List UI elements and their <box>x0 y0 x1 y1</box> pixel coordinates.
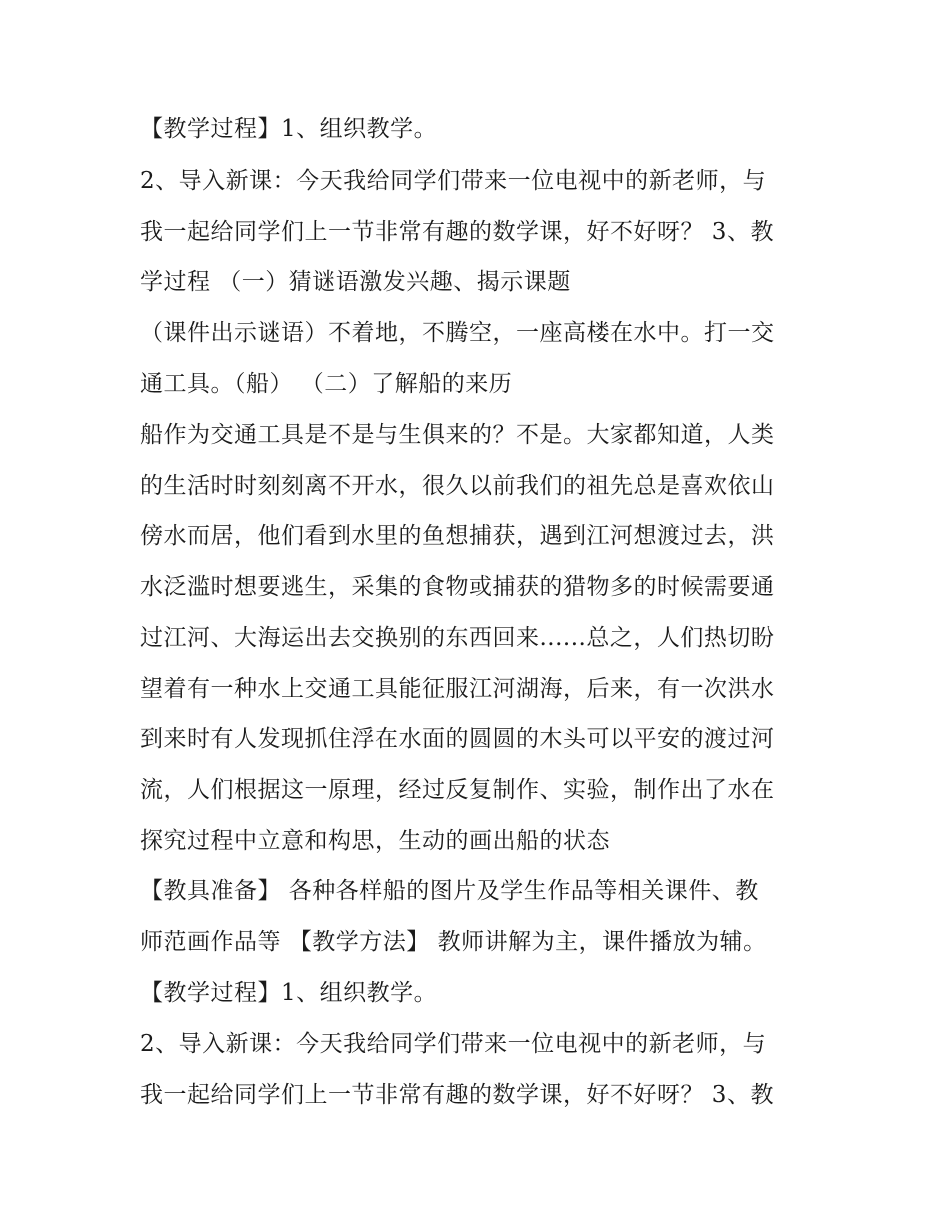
text-line: 【教学过程】1、组织教学。 <box>140 980 438 1006</box>
text-line: 探究过程中立意和构思，生动的画出船的状态 <box>140 828 610 854</box>
text-line: 【教学过程】1、组织教学。 <box>140 116 438 142</box>
text-line: 我一起给同学们上一节非常有趣的数学课，好不好呀？ 3、教 <box>140 1082 774 1108</box>
text-line: 水泛滥时想要逃生，采集的食物或捕获的猎物多的时候需要通 <box>140 574 775 600</box>
text-line: 流，人们根据这一原理，经过反复制作、实验，制作出了水在 <box>140 777 775 803</box>
text-line: 过江河、大海运出去交换别的东西回来......总之，人们热切盼 <box>140 625 775 651</box>
text-line: （课件出示谜语）不着地，不腾空，一座高楼在水中。打一交 <box>140 320 775 346</box>
text-line: 【教具准备】 各种各样船的图片及学生作品等相关课件、教 <box>140 878 759 904</box>
text-line: 通工具。（船） （二）了解船的来历 <box>140 371 513 397</box>
text-line: 望着有一种水上交通工具能征服江河湖海，后来，有一次洪水 <box>140 676 775 702</box>
text-line: 2、导入新课：今天我给同学们带来一位电视中的新老师，与 <box>140 168 767 194</box>
text-line: 的生活时时刻刻离不开水，很久以前我们的祖先总是喜欢依山 <box>140 473 775 499</box>
text-line: 2、导入新课：今天我给同学们带来一位电视中的新老师，与 <box>140 1031 767 1057</box>
text-line: 学过程 （一）猜谜语激发兴趣、揭示课题 <box>140 269 571 295</box>
text-line: 船作为交通工具是不是与生俱来的？不是。大家都知道，人类 <box>140 422 775 448</box>
text-line: 我一起给同学们上一节非常有趣的数学课，好不好呀？ 3、教 <box>140 219 774 245</box>
text-line: 师范画作品等 【教学方法】 教师讲解为主，课件播放为辅。 <box>140 929 767 955</box>
text-line: 到来时有人发现抓住浮在水面的圆圆的木头可以平安的渡过河 <box>140 726 775 752</box>
text-line: 傍水而居，他们看到水里的鱼想捕获，遇到江河想渡过去，洪 <box>140 523 775 549</box>
